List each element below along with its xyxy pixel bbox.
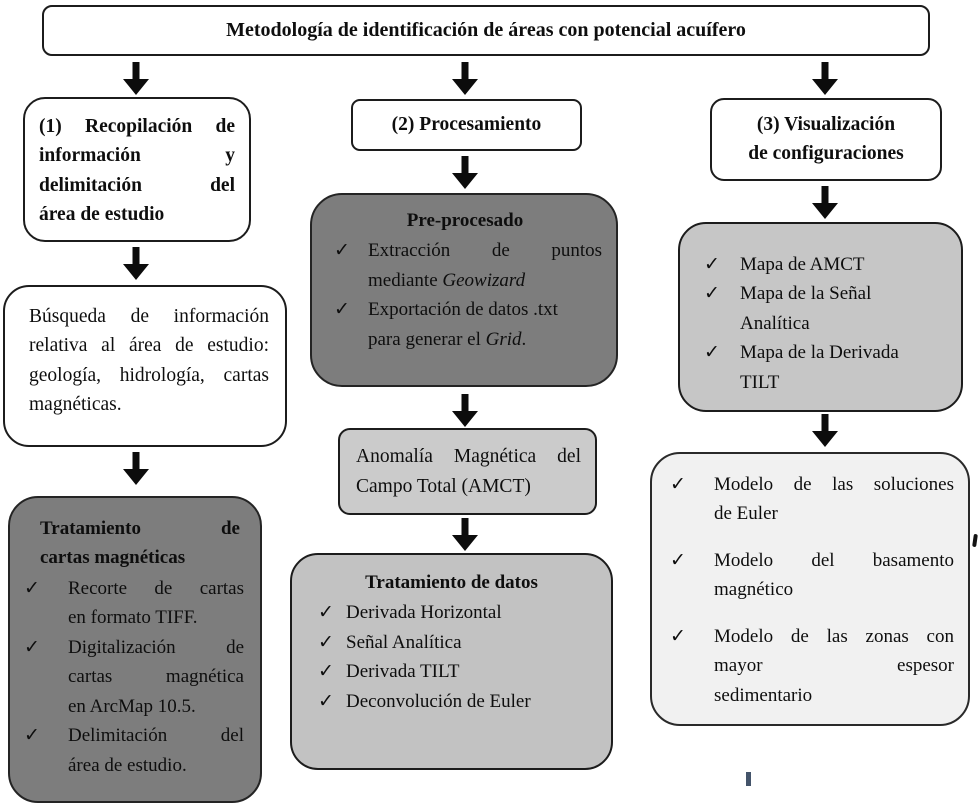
flowchart-title: Metodología de identificación de áreas con potencial acuífero <box>226 19 746 41</box>
checkmark-icon: ✓ <box>24 725 40 747</box>
step1-recopilacion-box <box>23 97 251 242</box>
list-item: ✓ Deconvolución de Euler <box>308 687 595 716</box>
list-item: ✓ Derivada Horizontal <box>308 598 595 627</box>
step1-line: delimitación del <box>39 174 235 196</box>
list-item: ✓ Extracción de puntos mediante Geowizard <box>328 236 602 295</box>
list-item: ✓ Mapa de la Derivada TILT <box>700 338 943 397</box>
down-arrow-icon <box>812 62 838 95</box>
checkmark-icon: ✓ <box>704 254 720 275</box>
down-arrow-icon <box>452 156 478 189</box>
tratamiento-datos-title: Tratamiento de datos <box>365 572 538 593</box>
step2-procesamiento-box <box>351 99 582 151</box>
list-item: ✓ Mapa de AMCT <box>700 250 943 279</box>
checkmark-icon: ✓ <box>704 342 720 364</box>
list-item: ✓ Modelo del basamento magnético <box>670 546 954 605</box>
down-arrow-icon <box>812 186 838 219</box>
list-item: ✓ Delimitación del área de estudio. <box>22 721 248 780</box>
step3-visualizacion-box <box>710 98 942 181</box>
stray-mark-artifact <box>972 534 978 547</box>
step1-line: (1) Recopilación de <box>39 116 235 137</box>
busqueda-informacion-box <box>3 285 287 447</box>
amct-box: Anomalía Magnética del Campo Total (AMCT) <box>338 428 597 515</box>
checkmark-icon: ✓ <box>334 299 350 321</box>
checkmark-icon: ✓ <box>334 240 350 262</box>
checkmark-icon: ✓ <box>24 577 40 599</box>
text-cursor-artifact <box>746 772 751 786</box>
busqueda-line: relativa al área de estudio: <box>29 335 269 357</box>
pre-procesado-box <box>310 193 618 387</box>
list-item: ✓ Modelo de las soluciones de Euler <box>670 470 954 529</box>
tratamiento-datos-box <box>290 553 613 770</box>
list-item: ✓ Modelo de las zonas con mayor espesor sedimentario <box>670 622 954 710</box>
checkmark-icon: ✓ <box>318 690 334 712</box>
step1-line: información y <box>39 145 235 167</box>
down-arrow-icon <box>452 62 478 95</box>
down-arrow-icon <box>123 452 149 485</box>
down-arrow-icon <box>452 518 478 551</box>
list-item: ✓ Señal Analítica <box>308 628 595 657</box>
list-item: ✓ Exportación de datos .txt para generar el Grid. <box>328 295 602 354</box>
checkmark-icon: ✓ <box>318 661 334 683</box>
down-arrow-icon <box>123 62 149 95</box>
checkmark-icon: ✓ <box>24 636 40 658</box>
list-item: ✓ Digitalización de cartas magnética en ArcMap 10.5. <box>22 633 248 721</box>
busqueda-line: geología, hidrología, cartas <box>29 364 269 386</box>
mapas-box <box>678 222 963 412</box>
list-item: ✓ Derivada TILT <box>308 657 595 686</box>
checkmark-icon: ✓ <box>318 602 334 624</box>
tratamiento-cartas-box <box>8 496 262 803</box>
checkmark-icon: ✓ <box>670 625 686 647</box>
busqueda-line: magnéticas. <box>29 393 122 415</box>
list-item: ✓ Mapa de la Señal Analítica <box>700 279 943 338</box>
down-arrow-icon <box>123 247 149 280</box>
checkmark-icon: ✓ <box>704 283 720 305</box>
modelos-box <box>650 452 970 726</box>
down-arrow-icon <box>452 394 478 427</box>
list-item: ✓ Recorte de cartas en formato TIFF. <box>22 574 248 633</box>
step2-procesamiento-label: (2) Procesamiento <box>391 114 542 135</box>
flowchart-title-box <box>42 5 930 56</box>
busqueda-line: Búsqueda de información <box>29 306 269 327</box>
pre-procesado-title: Pre-procesado <box>406 210 524 231</box>
step1-line: área de estudio <box>39 203 165 225</box>
step3-visualizacion-label: (3) Visualización de configuraciones <box>748 114 904 164</box>
down-arrow-icon <box>812 414 838 447</box>
checkmark-icon: ✓ <box>670 549 686 571</box>
checkmark-icon: ✓ <box>318 631 334 653</box>
tratamiento-cartas-title: Tratamiento de cartas magnéticas <box>40 518 240 569</box>
checkmark-icon: ✓ <box>670 474 686 495</box>
